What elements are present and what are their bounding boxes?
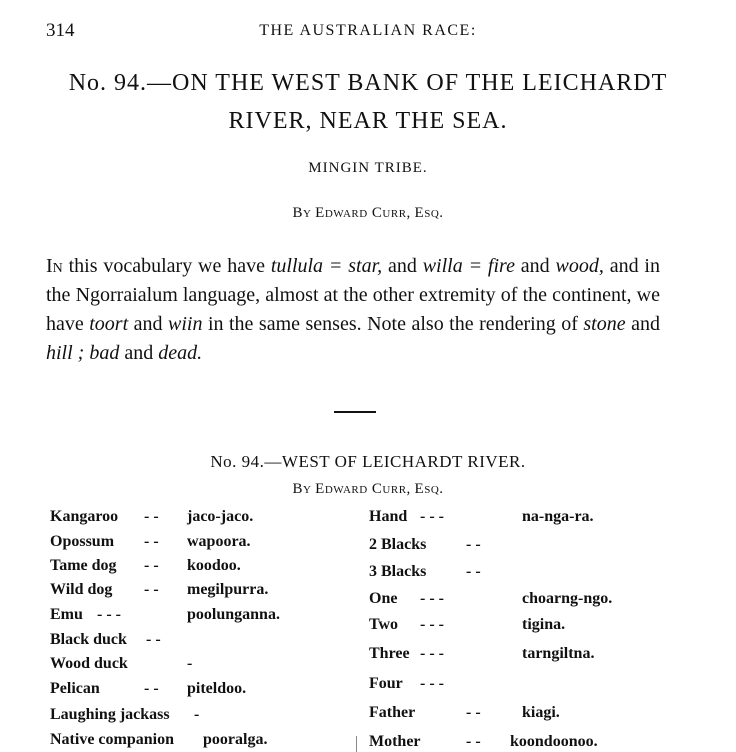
page-number: 314	[46, 20, 75, 41]
vocab-gloss: pooralga.	[203, 731, 268, 748]
vocab-gloss: megilpurra.	[187, 581, 269, 598]
intro-term: willa = fire	[422, 255, 515, 277]
vocab-gloss: tarngiltna.	[522, 645, 595, 662]
vocab-gloss: koodoo.	[187, 557, 241, 574]
tribe-name: MINGIN TRIBE.	[308, 160, 428, 176]
vocab-word: 2 Blacks	[369, 536, 427, 553]
vocab-dashes: - - -	[97, 606, 121, 623]
vocab-dashes: - -	[466, 733, 481, 750]
vocab-word: Father	[369, 704, 416, 721]
vocab-word: Hand	[369, 508, 408, 525]
intro-text: this vocabulary we have	[62, 255, 271, 277]
vocab-dashes: -	[194, 706, 200, 723]
intro-text: and	[625, 313, 660, 335]
vocab-dashes: - -	[144, 680, 159, 697]
author-byline	[0, 205, 736, 222]
intro-term: dead.	[158, 342, 203, 364]
vocab-word: Four	[369, 675, 403, 692]
vocab-dashes: -	[187, 655, 193, 672]
vocab-dashes: - - -	[420, 508, 444, 525]
byline-name: Edward Curr,	[315, 205, 411, 221]
byline-title: Esq.	[414, 205, 444, 221]
intro-term: stone	[583, 313, 626, 335]
intro-term: wiin	[168, 313, 203, 335]
vocab-dashes: - - -	[420, 645, 444, 662]
vocabulary-title: No. 94.—WEST OF LEICHARDT RIVER.	[210, 452, 526, 471]
vocab-word: One	[369, 590, 398, 607]
intro-text: and	[382, 255, 423, 277]
vocab-word: 3 Blacks	[369, 563, 427, 580]
vocab-dashes: - -	[144, 557, 159, 574]
intro-text: and in the Ngorraialum language, almost at the other extremity of the continent, we have	[46, 255, 660, 335]
section-title-line-2: RIVER, NEAR THE SEA.	[228, 108, 508, 134]
vocab-word: Kangaroo	[50, 508, 119, 525]
vocabulary-byline	[0, 481, 736, 498]
vocab-gloss: koondoonoo.	[510, 733, 598, 750]
section-title-line-1: No. 94.—ON THE WEST BANK OF THE LEICHARDT	[68, 70, 668, 96]
vocab-gloss: na-nga-ra.	[522, 508, 594, 525]
vocab-word: Opossum	[50, 533, 115, 550]
intro-first-word: In	[46, 255, 63, 277]
byline-by: By	[292, 205, 312, 221]
column-divider	[356, 736, 357, 752]
vocab-word: Wood duck	[50, 655, 128, 672]
vocab-gloss: piteldoo.	[187, 680, 247, 697]
intro-text: in the same senses. Note also the rendering of	[202, 313, 584, 335]
vocab-dashes: - -	[146, 631, 161, 648]
vocab-dashes: - - -	[420, 616, 444, 633]
vocab-dashes: - -	[144, 533, 159, 550]
intro-term: tullula = star,	[270, 255, 383, 277]
byline-by: By	[292, 481, 312, 497]
intro-text: and	[128, 313, 169, 335]
vocab-word: Emu	[50, 606, 83, 623]
vocab-dashes: - - -	[420, 590, 444, 607]
vocab-word: Tame dog	[50, 557, 117, 574]
vocab-word: Native companion	[50, 731, 174, 748]
vocab-word: Wild dog	[50, 581, 113, 598]
vocab-word: Black duck	[50, 631, 127, 648]
intro-term: toort	[89, 313, 129, 335]
vocab-word: Pelican	[50, 680, 100, 697]
running-head: THE AUSTRALIAN RACE:	[259, 22, 477, 39]
vocab-dashes: - -	[466, 563, 481, 580]
vocab-word: Three	[369, 645, 410, 662]
byline-name: Edward Curr,	[315, 481, 411, 497]
intro-term: wood,	[555, 255, 604, 277]
vocab-gloss: kiagi.	[522, 704, 560, 721]
intro-text: and	[119, 342, 159, 364]
section-divider-rule	[334, 411, 376, 413]
vocab-gloss: tigina.	[522, 616, 566, 633]
vocab-gloss: poolunganna.	[187, 606, 280, 623]
intro-text: and	[514, 255, 556, 277]
vocab-dashes: - -	[466, 536, 481, 553]
vocab-dashes: - -	[144, 581, 159, 598]
vocab-dashes: - -	[466, 704, 481, 721]
vocab-gloss: wapoora.	[187, 533, 251, 550]
byline-title: Esq.	[414, 481, 444, 497]
vocab-word: Laughing jackass	[50, 706, 170, 723]
vocab-gloss: jaco-jaco.	[187, 508, 254, 525]
vocab-word: Mother	[369, 733, 421, 750]
vocab-gloss: choarng-ngo.	[522, 590, 613, 607]
vocab-word: Two	[369, 616, 399, 633]
intro-paragraph	[46, 252, 660, 368]
vocab-dashes: - -	[144, 508, 159, 525]
intro-term: hill ; bad	[46, 342, 120, 364]
vocab-dashes: - - -	[420, 675, 444, 692]
